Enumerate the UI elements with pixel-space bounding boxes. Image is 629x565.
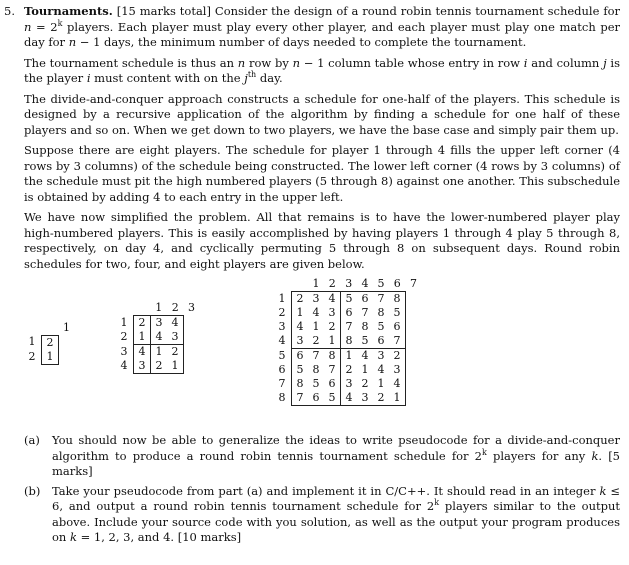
opponent-cell: 8 (296, 377, 304, 390)
day-header: 7 (410, 277, 417, 291)
day-header: 2 (171, 301, 179, 314)
question-marks: [15 marks total] (116, 4, 211, 18)
opponent-cell: 1 (138, 330, 146, 343)
day-header: 4 (361, 277, 369, 290)
table-row (274, 334, 422, 349)
table-corner (274, 277, 292, 292)
opponent-cell: 2 (373, 391, 389, 406)
table-row (116, 330, 200, 345)
opponent-cell: 4 (296, 320, 304, 333)
opponent-cell: 4 (357, 349, 373, 364)
player-label: 1 (24, 335, 42, 350)
part-b (24, 484, 620, 546)
opponent-cell: 5 (312, 377, 320, 390)
opponent-cell: 4 (167, 316, 184, 331)
opponent-cell: 3 (134, 359, 151, 374)
opponent-cell: 7 (341, 320, 358, 334)
opponent-cell: 1 (42, 350, 59, 365)
table-row (274, 349, 422, 364)
schedule-tables (24, 277, 620, 427)
table-row (274, 306, 422, 320)
paragraph-4: Suppose there are eight players. The schedule for player 1 through 4 fills the upper left corner (4 rows by 3 columns) of the schedule being constructed. The lower left corner (4 rows by 3 columns) of the schedule must pit the high numbered players (5 through 8) against one another. This subschedule is obtained by adding 4 to each entry in the upper left. (24, 143, 620, 204)
table-corner (24, 321, 42, 335)
opponent-cell: 8 (361, 320, 369, 333)
opponent-cell: 6 (308, 391, 324, 406)
opponent-cell: 6 (292, 349, 309, 364)
table-row (274, 391, 422, 406)
opponent-cell: 4 (377, 363, 385, 376)
table-row (274, 292, 422, 307)
opponent-cell: 6 (341, 306, 358, 320)
player-label: 8 (274, 391, 292, 406)
opponent-cell: 8 (341, 334, 358, 349)
day-header: 5 (377, 277, 385, 290)
opponent-cell: 4 (312, 306, 320, 319)
paragraph-2: The tournament schedule is thus an n row by n − 1 column table whose entry in row i and column j is the player i must content with on the $j^{th}$ day. (24, 55, 620, 85)
opponent-cell: 4 (151, 330, 168, 345)
day-header: 3 (188, 301, 195, 315)
opponent-cell: 3 (167, 330, 184, 345)
part-a-text: You should now be able to generalize the ideas to write pseudocode for a divide-and-conquer algorithm to produce a round robin tennis tournament schedule for 2$^k$ players for any k. [5 marks] (52, 433, 620, 478)
opponent-cell: 4 (134, 345, 151, 360)
opponent-cell: 8 (324, 349, 341, 364)
opponent-cell: 1 (389, 391, 406, 406)
day-header: 3 (345, 277, 353, 290)
opponent-cell: 6 (389, 320, 406, 334)
opponent-cell: 3 (389, 363, 406, 377)
opponent-cell: 3 (296, 334, 304, 347)
opponent-cell: 3 (373, 349, 389, 364)
table-row (116, 359, 200, 374)
player-label: 4 (274, 334, 292, 349)
opponent-cell: 7 (373, 292, 389, 307)
opponent-cell: 1 (341, 349, 358, 364)
opponent-cell: 5 (361, 334, 369, 347)
day-header: 1 (63, 321, 70, 334)
opponent-cell: 3 (151, 316, 168, 331)
opponent-cell: 4 (324, 292, 341, 307)
day-header: 6 (393, 277, 401, 290)
part-a-label: (a) (24, 433, 40, 447)
opponent-cell: 6 (357, 292, 373, 307)
opponent-cell: 2 (42, 335, 59, 350)
day-header: 1 (312, 277, 320, 290)
opponent-cell: 3 (341, 377, 358, 391)
schedule-table-two-players (24, 321, 75, 365)
player-label: 3 (274, 320, 292, 334)
opponent-cell: 1 (328, 334, 336, 347)
opponent-cell: 2 (167, 345, 184, 360)
opponent-cell: 2 (389, 349, 406, 364)
opponent-cell: 5 (296, 363, 304, 376)
question-title: Tournaments. (24, 4, 113, 18)
question-content (24, 4, 620, 550)
player-label: 7 (274, 377, 292, 391)
opponent-cell: 2 (361, 377, 369, 390)
opponent-cell: 1 (167, 359, 184, 374)
question-number: 5. (4, 4, 15, 18)
table-row (116, 345, 200, 360)
player-label: 6 (274, 363, 292, 377)
table-corner (116, 301, 134, 316)
opponent-cell: 2 (134, 316, 151, 331)
player-label: 2 (116, 330, 134, 345)
opponent-cell: 2 (328, 320, 336, 333)
table-header-spacer (134, 301, 151, 316)
player-label: 2 (24, 350, 42, 365)
opponent-cell: 4 (389, 377, 406, 391)
table-row (274, 363, 422, 377)
player-label: 3 (116, 345, 134, 360)
player-label: 4 (116, 359, 134, 374)
opponent-cell: 7 (361, 306, 369, 319)
schedule-table-four-players (116, 301, 200, 374)
day-header: 1 (155, 301, 163, 314)
opponent-cell: 6 (328, 377, 336, 390)
table-row (24, 335, 75, 350)
player-label: 1 (274, 292, 292, 307)
opponent-cell: 8 (389, 292, 406, 307)
opponent-cell: 1 (296, 306, 304, 319)
table-header-spacer (42, 321, 59, 335)
table-row (116, 316, 200, 331)
opponent-cell: 5 (389, 306, 406, 320)
opponent-cell: 1 (151, 345, 168, 360)
opponent-cell: 1 (361, 363, 369, 376)
table-row (24, 350, 75, 365)
opponent-cell: 8 (377, 306, 385, 319)
opponent-cell: 7 (308, 349, 324, 364)
opponent-cell: 7 (389, 334, 406, 349)
opponent-cell: 2 (292, 292, 309, 307)
part-a (24, 433, 620, 480)
opponent-cell: 2 (312, 334, 320, 347)
table-header-spacer (292, 277, 309, 292)
opponent-cell: 7 (292, 391, 309, 406)
paragraph-5: We have now simplified the problem. All that remains is to have the lower-numbered player play high-numbered players. This is easily accomplished by having players 1 through 4 play 5 through 8, respectively, on day 4, and cyclically permuting 5 through 8 on subsequent days. Round robin schedules for two, four, and eight players are given below. (24, 210, 620, 271)
part-b-text: Take your pseudocode from part (a) and implement it in C/C++. It should read in an integer k ≤ 6, and output a round robin tennis tournament schedule for 2$^k$ players similar to the output above. Include your source code with you solution, as well as the output your program produces on k = 1, 2, 3, and 4. [10 marks] (52, 483, 620, 544)
opponent-cell: 3 (308, 292, 324, 307)
opponent-cell: 1 (312, 320, 320, 333)
opponent-cell: 5 (341, 292, 358, 307)
opponent-cell: 5 (377, 320, 385, 333)
table-row (274, 320, 422, 334)
table-row (274, 377, 422, 391)
opponent-cell: 3 (357, 391, 373, 406)
opponent-cell: 5 (324, 391, 341, 406)
day-header: 2 (328, 277, 336, 290)
opponent-cell: 6 (377, 334, 385, 347)
player-label: 2 (274, 306, 292, 320)
opponent-cell: 8 (312, 363, 320, 376)
paragraph-3: The divide-and-conquer approach constructs a schedule for one-half of the players. This schedule is designed by a recursive application of the algorithm by finding a schedule for one half of these players and so on. When we get down to two players, we have the base case and simply pair them up. (24, 91, 620, 137)
paragraph-1: Consider the design of a round robin tennis tournament schedule for $n = 2^k$ players. Each player must play every other player, and each player must play one match per day for n − 1 days, the minimum number of days needed to complete the tournament. (24, 4, 621, 49)
opponent-cell: 3 (328, 306, 336, 319)
question-title-paragraph (24, 4, 620, 51)
opponent-cell: 4 (341, 391, 358, 406)
player-label: 1 (116, 316, 134, 331)
opponent-cell: 7 (328, 363, 336, 376)
opponent-cell: 2 (341, 363, 358, 377)
opponent-cell: 2 (151, 359, 168, 374)
schedule-table-eight-players (274, 277, 422, 406)
player-label: 5 (274, 349, 292, 364)
part-b-label: (b) (24, 483, 41, 498)
opponent-cell: 1 (377, 377, 385, 390)
